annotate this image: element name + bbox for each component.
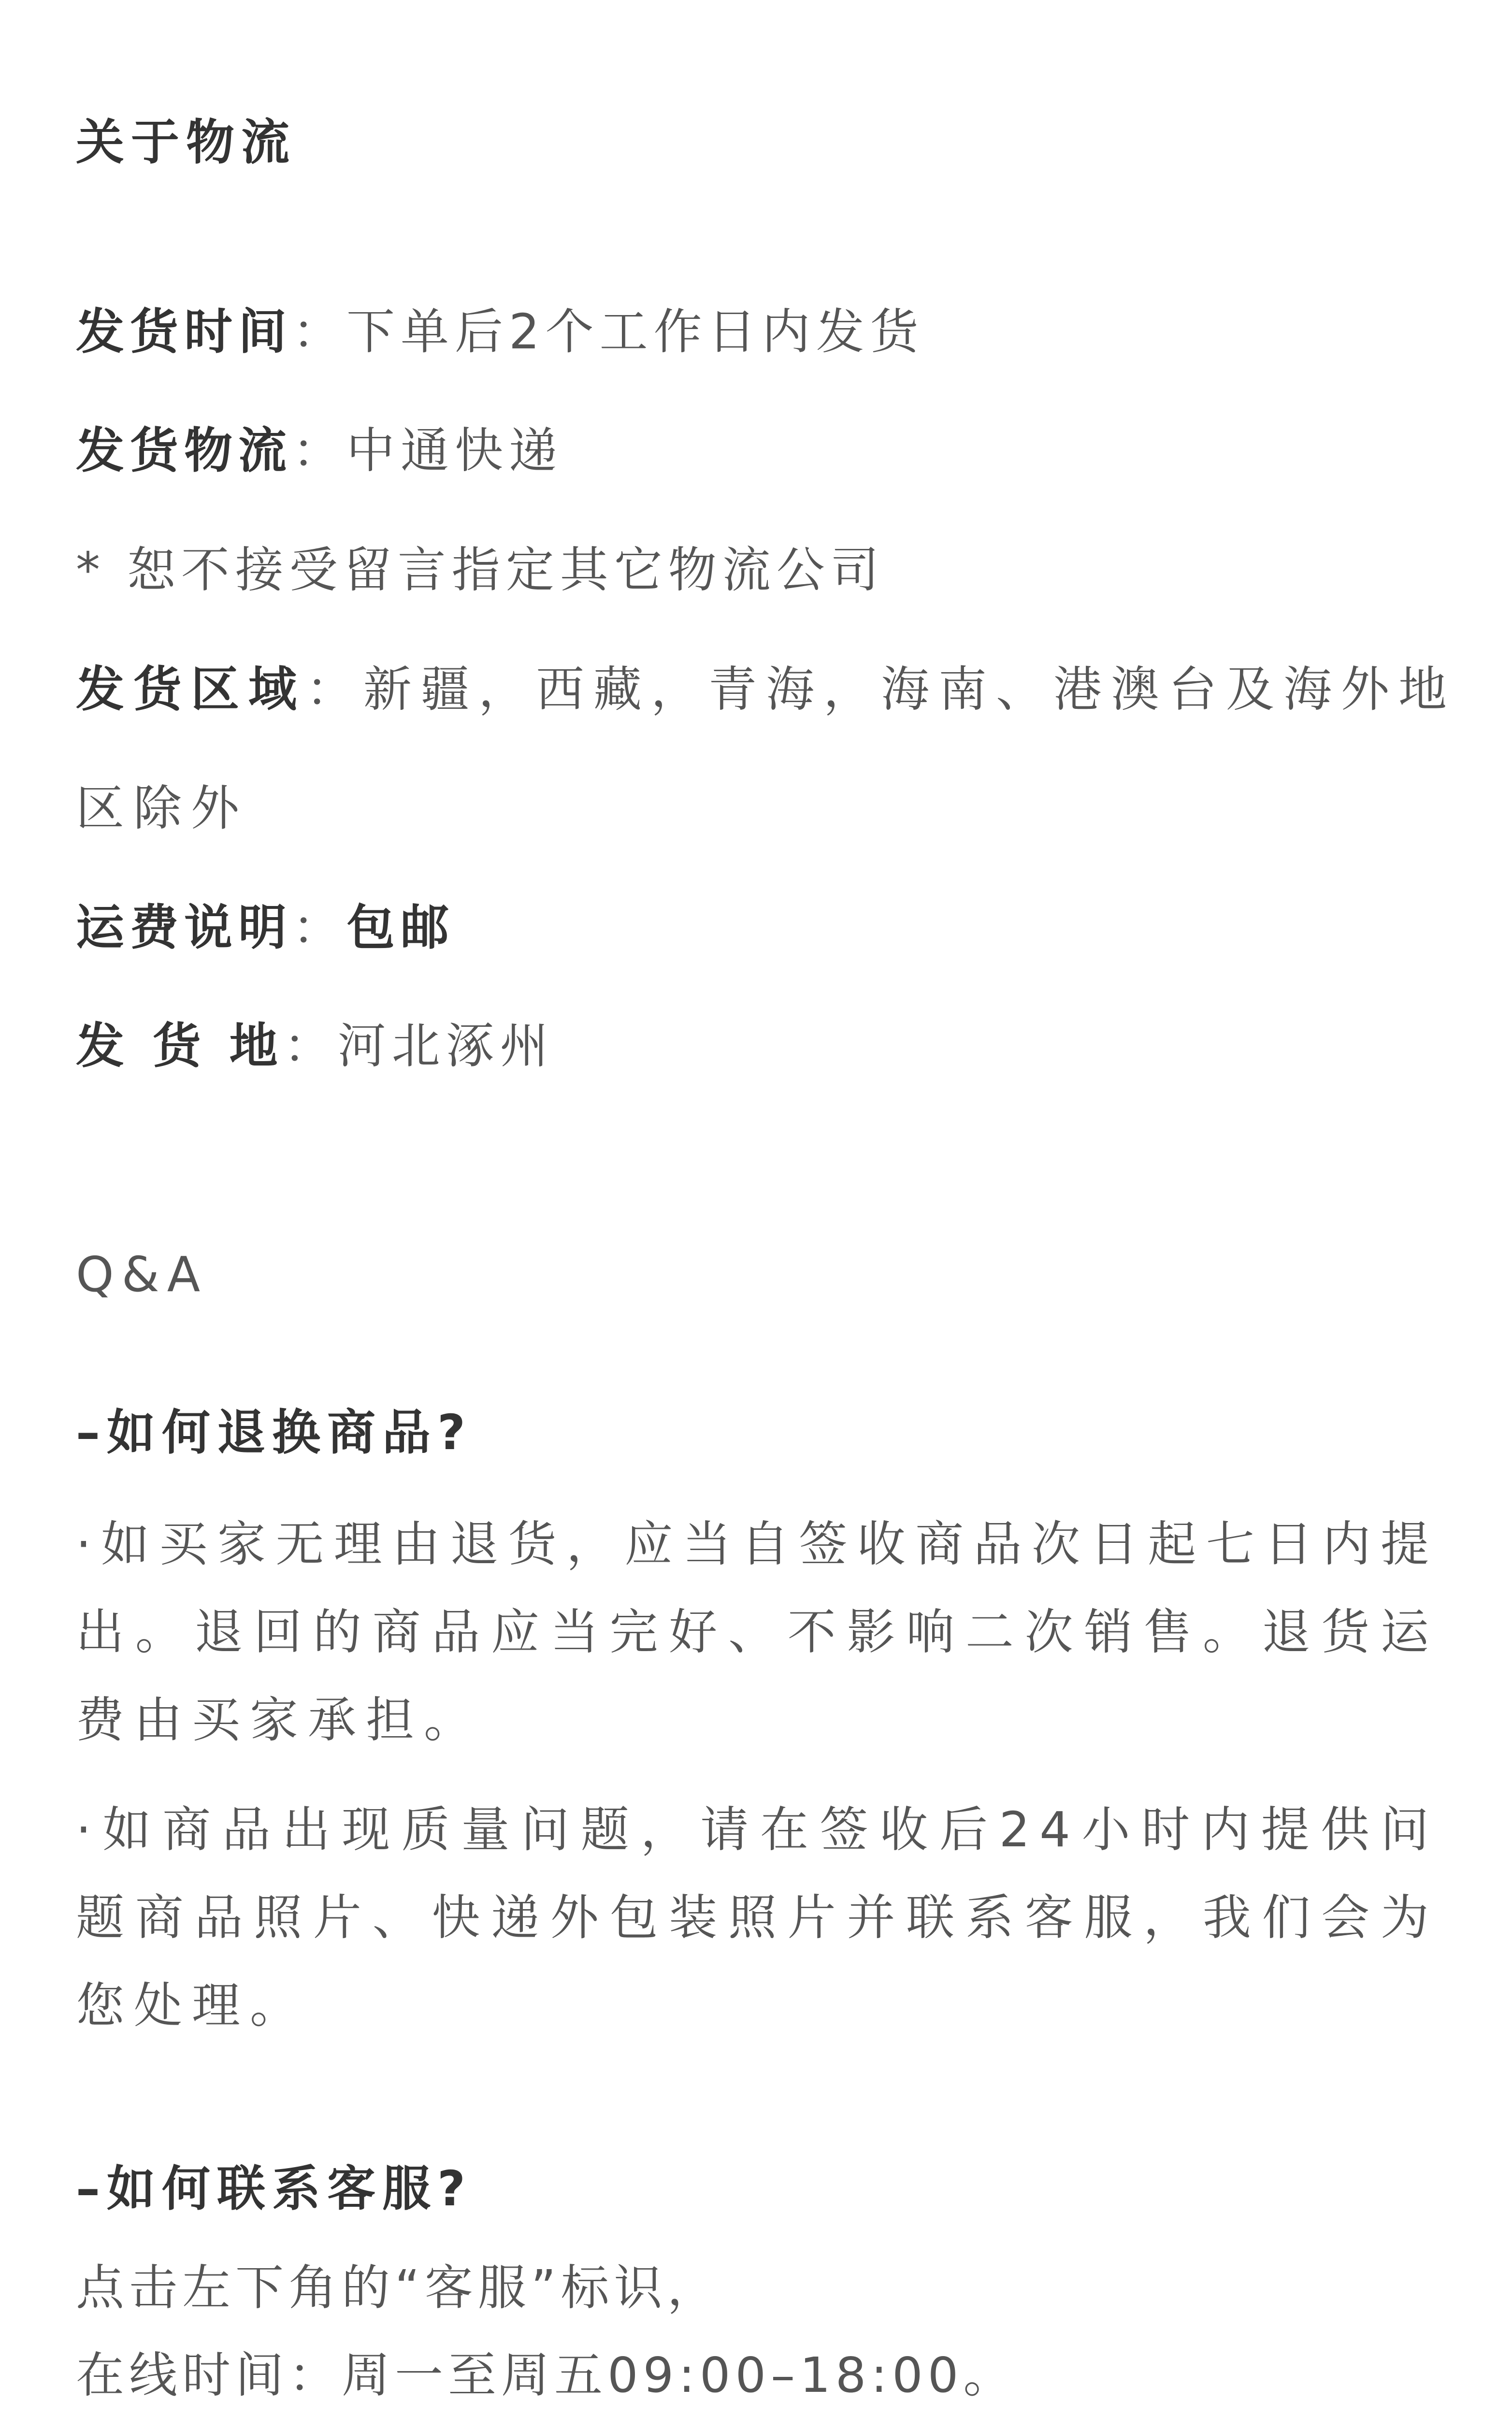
ship-time-value: 下单后2个工作日内发货 <box>346 303 924 360</box>
fee-row <box>76 894 1439 962</box>
ship-time-label: 发货时间 <box>76 303 292 360</box>
separator: ： <box>292 899 346 956</box>
qa-section-title: Q&A <box>76 1246 208 1303</box>
carrier-value: 中通快递 <box>346 422 563 479</box>
fee-label: 运费说明 <box>76 899 292 956</box>
separator: ： <box>292 303 346 360</box>
carrier-note: * 恕不接受留言指定其它物流公司 <box>76 542 885 598</box>
region-row <box>76 656 1456 723</box>
return-question: –如何退换商品? <box>76 1404 473 1461</box>
separator: ： <box>306 661 363 718</box>
contact-question: –如何联系客服? <box>76 2160 473 2217</box>
region-value: 新疆，西藏，青海，海南、港澳台及海外地 <box>363 661 1456 718</box>
fee-value: 包邮 <box>346 899 455 956</box>
origin-label: 发 货 地 <box>76 1018 284 1074</box>
separator: ： <box>292 422 346 479</box>
separator: ： <box>283 1018 338 1074</box>
ship-time-row <box>76 298 1439 366</box>
return-answer-2: ·如商品出现质量问题，请在签收后24小时内提供问题商品照片、快递外包装照片并联系客服，我们会为您处理。 <box>76 1801 1439 2034</box>
region-label: 发货区域 <box>76 661 306 718</box>
carrier-row <box>76 417 1439 485</box>
shipping-section-title: 关于物流 <box>76 114 296 171</box>
carrier-label: 发货物流 <box>76 422 292 479</box>
contact-line-2: 在线时间：周一至周五09:00–18:00。 <box>76 2347 1017 2403</box>
region-value-cont: 区除外 <box>76 780 248 836</box>
origin-row <box>76 1012 1439 1080</box>
contact-line-1: 点击左下角的“客服”标识， <box>76 2259 720 2316</box>
return-answer-1: ·如买家无理由退货，应当自签收商品次日起七日内提出。退回的商品应当完好、不影响二次销售。退货运费由买家承担。 <box>76 1516 1439 1748</box>
origin-value: 河北涿州 <box>337 1018 554 1074</box>
